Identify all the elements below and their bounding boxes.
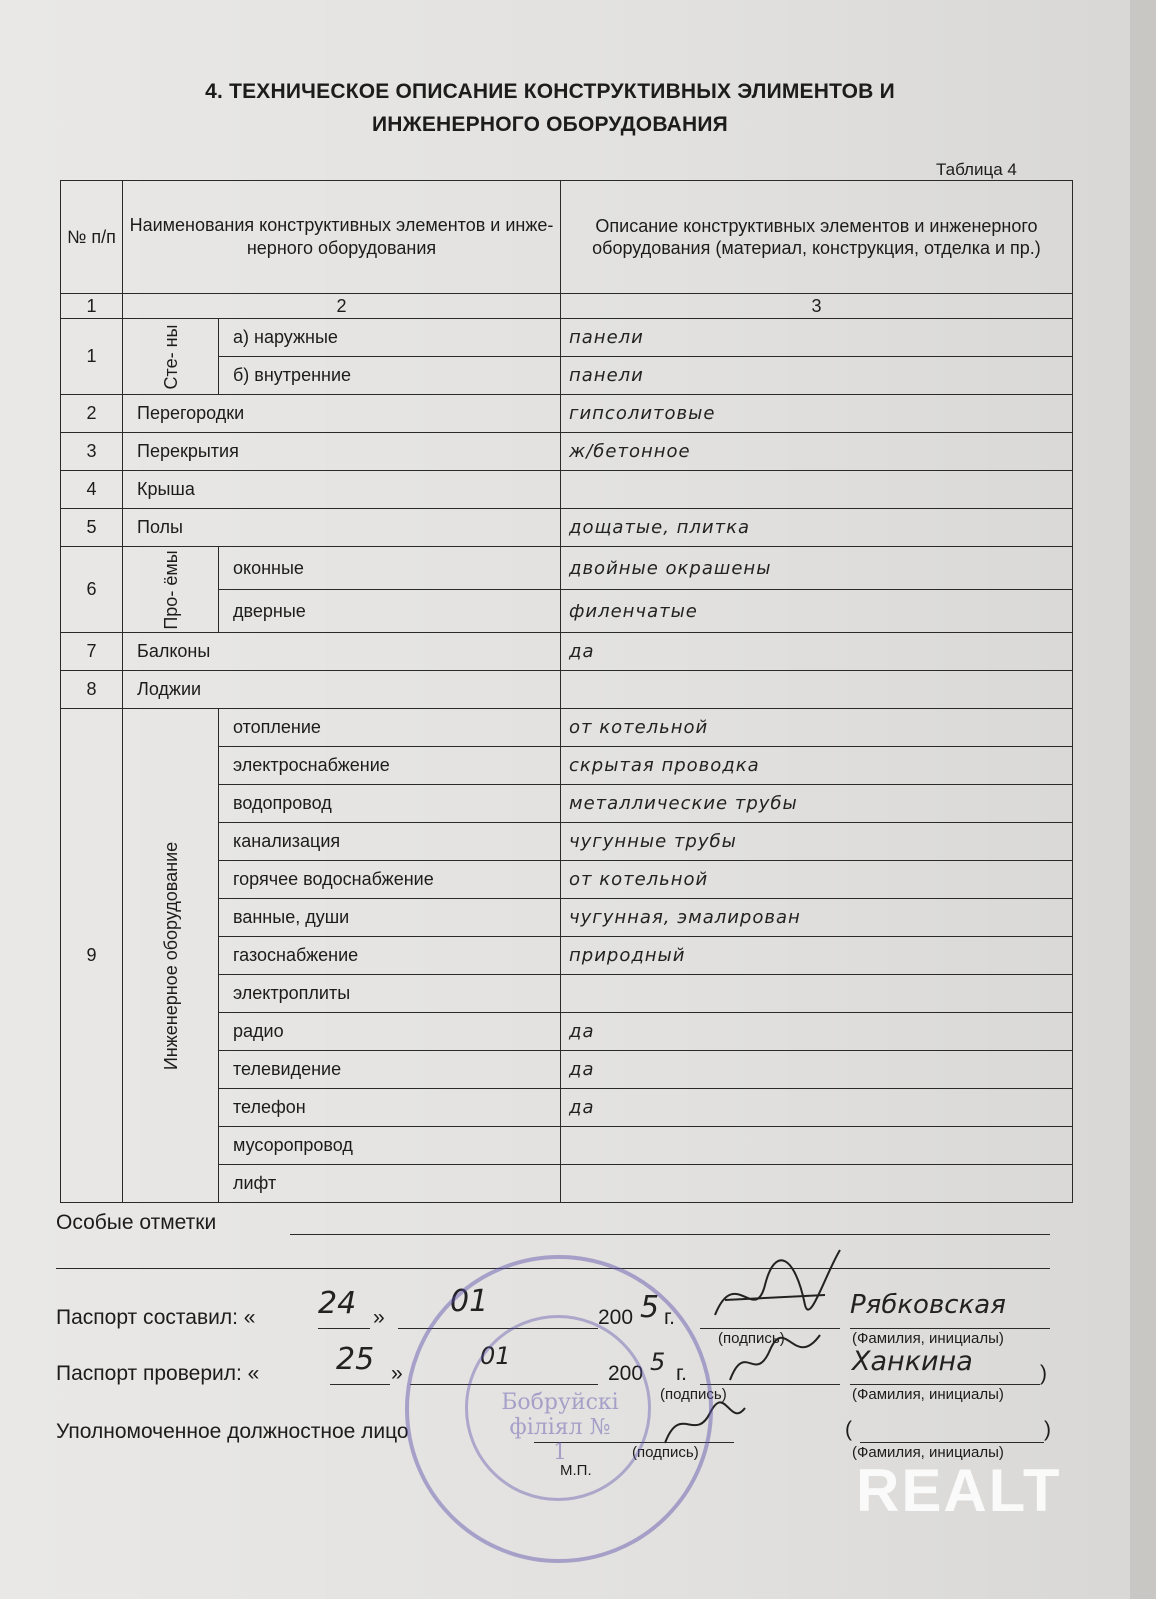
row-value: металлические трубы bbox=[561, 785, 1073, 823]
special-notes-line-1 bbox=[290, 1234, 1050, 1235]
checked-year-suffix: 5 bbox=[650, 1348, 666, 1376]
compiled-signature-caption: (подпись) bbox=[718, 1330, 785, 1347]
row-value: от котельной bbox=[561, 709, 1073, 747]
row-value: да bbox=[561, 633, 1073, 671]
authorized-name-caption: (Фамилия, инициалы) bbox=[852, 1444, 1004, 1461]
authorized-name-paren-open: ( bbox=[845, 1418, 852, 1441]
row-label: телефон bbox=[219, 1089, 561, 1127]
row-number: 2 bbox=[61, 395, 123, 433]
compiled-quote-close: » bbox=[373, 1306, 385, 1329]
row-value bbox=[561, 1165, 1073, 1203]
table-number-label: Таблица 4 bbox=[936, 160, 1017, 179]
row-value: двойные окрашены bbox=[561, 547, 1073, 590]
checked-name-paren: ) bbox=[1040, 1362, 1047, 1385]
compiled-year-end: г. bbox=[664, 1306, 675, 1329]
table-row bbox=[61, 671, 1073, 709]
compiled-year-suffix: 5 bbox=[640, 1290, 660, 1325]
special-notes-label: Особые отметки bbox=[56, 1211, 217, 1234]
row-label: Крыша bbox=[123, 471, 561, 509]
compiled-name: Рябковская bbox=[850, 1290, 1006, 1320]
row-label: а) наружные bbox=[219, 319, 561, 357]
row-value: природный bbox=[561, 937, 1073, 975]
checked-signature-caption: (подпись) bbox=[660, 1386, 727, 1403]
checked-quote-close: » bbox=[391, 1362, 403, 1385]
row-label: Перекрытия bbox=[123, 433, 561, 471]
row-label: отопление bbox=[219, 709, 561, 747]
row-number: 4 bbox=[61, 471, 123, 509]
row-label: водопровод bbox=[219, 785, 561, 823]
openings-group-label: Про- ёмы bbox=[123, 547, 219, 633]
checked-year-prefix: 200 bbox=[608, 1362, 644, 1385]
row-value: да bbox=[561, 1051, 1073, 1089]
row-label: телевидение bbox=[219, 1051, 561, 1089]
checked-day: 25 bbox=[336, 1342, 375, 1377]
row-label: дверные bbox=[219, 590, 561, 633]
row-label: Перегородки bbox=[123, 395, 561, 433]
row-label: электроплиты bbox=[219, 975, 561, 1013]
row-value bbox=[561, 1127, 1073, 1165]
checked-name-caption: (Фамилия, инициалы) bbox=[852, 1386, 1004, 1403]
row-label: Полы bbox=[123, 509, 561, 547]
row-number: 7 bbox=[61, 633, 123, 671]
row-label: Балконы bbox=[123, 633, 561, 671]
realt-watermark-logo: REALT bbox=[856, 1457, 1062, 1524]
header-element-name: Наименования конструктивных элементов и инже-нерного оборудования bbox=[123, 181, 561, 294]
engineering-group-label: Инженерное оборудование bbox=[123, 709, 219, 1203]
compiled-name-caption: (Фамилия, инициалы) bbox=[852, 1330, 1004, 1347]
row-label: мусоропровод bbox=[219, 1127, 561, 1165]
column-number-row bbox=[61, 294, 1073, 319]
row-number: 8 bbox=[61, 671, 123, 709]
row-number: 1 bbox=[61, 319, 123, 395]
document-title-line2: ИНЖЕНЕРНОГО ОБОРУДОВАНИЯ bbox=[372, 113, 728, 136]
document-title-line1: 4. ТЕХНИЧЕСКОЕ ОПИСАНИЕ КОНСТРУКТИВНЫХ ЭЛИМЕНТОВ И bbox=[205, 80, 895, 103]
row-label: электроснабжение bbox=[219, 747, 561, 785]
column-number-2: 2 bbox=[123, 294, 561, 319]
passport-compiled-label: Паспорт составил: « bbox=[56, 1306, 256, 1329]
stamp-text: Бобруйскі філіял № 1 bbox=[501, 1390, 619, 1465]
row-value: ж/бетонное bbox=[561, 433, 1073, 471]
row-label: горячее водоснабжение bbox=[219, 861, 561, 899]
row-value: чугунная, эмалирован bbox=[561, 899, 1073, 937]
table-row bbox=[61, 471, 1073, 509]
row-value bbox=[561, 671, 1073, 709]
row-number: 9 bbox=[61, 709, 123, 1203]
row-value: панели bbox=[561, 319, 1073, 357]
row-value: скрытая проводка bbox=[561, 747, 1073, 785]
row-label: оконные bbox=[219, 547, 561, 590]
compiled-day-line bbox=[318, 1328, 370, 1329]
walls-group-label: Сте- ны bbox=[123, 319, 219, 395]
row-value: да bbox=[561, 1013, 1073, 1051]
row-label: ванные, души bbox=[219, 899, 561, 937]
compiled-signature-icon bbox=[705, 1245, 845, 1335]
compiled-name-line bbox=[850, 1328, 1050, 1329]
checked-day-line bbox=[330, 1384, 390, 1385]
row-label: газоснабжение bbox=[219, 937, 561, 975]
authorized-name-line bbox=[860, 1442, 1044, 1443]
checked-name: Ханкина bbox=[852, 1346, 973, 1377]
authorized-signature-caption: (подпись) bbox=[632, 1444, 699, 1461]
stamp-place-label: М.П. bbox=[560, 1462, 592, 1479]
row-value bbox=[561, 471, 1073, 509]
row-label: лифт bbox=[219, 1165, 561, 1203]
row-label: радио bbox=[219, 1013, 561, 1051]
row-value: филенчатые bbox=[561, 590, 1073, 633]
row-value: гипсолитовые bbox=[561, 395, 1073, 433]
checked-year-end: г. bbox=[676, 1362, 687, 1385]
table-row bbox=[61, 433, 1073, 471]
header-number: № п/п bbox=[61, 181, 123, 294]
row-value: чугунные трубы bbox=[561, 823, 1073, 861]
construction-elements-table bbox=[60, 180, 1073, 1203]
table-header-row bbox=[61, 181, 1073, 294]
table-row bbox=[61, 319, 1073, 357]
column-number-1: 1 bbox=[61, 294, 123, 319]
row-number: 3 bbox=[61, 433, 123, 471]
row-value: от котельной bbox=[561, 861, 1073, 899]
row-value: да bbox=[561, 1089, 1073, 1127]
row-value bbox=[561, 975, 1073, 1013]
header-description: Описание конструктивных элементов и инженерного оборудования (материал, конструкция, отделка и пр.) bbox=[561, 181, 1073, 294]
row-label: Лоджии bbox=[123, 671, 561, 709]
row-label: б) внутренние bbox=[219, 357, 561, 395]
compiled-year-prefix: 200 bbox=[598, 1306, 634, 1329]
compiled-month: 01 bbox=[450, 1284, 489, 1319]
table-row bbox=[61, 395, 1073, 433]
row-value: дощатые, плитка bbox=[561, 509, 1073, 547]
row-number: 5 bbox=[61, 509, 123, 547]
table-row bbox=[61, 509, 1073, 547]
table-row bbox=[61, 633, 1073, 671]
row-label: канализация bbox=[219, 823, 561, 861]
row-value: панели bbox=[561, 357, 1073, 395]
authorized-name-paren-close: ) bbox=[1044, 1418, 1051, 1441]
checked-month: 01 bbox=[480, 1342, 511, 1370]
checked-signature-icon bbox=[720, 1330, 830, 1390]
row-number: 6 bbox=[61, 547, 123, 633]
table-row bbox=[61, 547, 1073, 590]
checked-name-line bbox=[850, 1384, 1040, 1385]
column-number-3: 3 bbox=[561, 294, 1073, 319]
passport-checked-label: Паспорт проверил: « bbox=[56, 1362, 260, 1385]
table-row bbox=[61, 709, 1073, 747]
authorized-person-label: Уполномоченное должностное лицо bbox=[56, 1420, 409, 1443]
compiled-day: 24 bbox=[318, 1286, 357, 1321]
